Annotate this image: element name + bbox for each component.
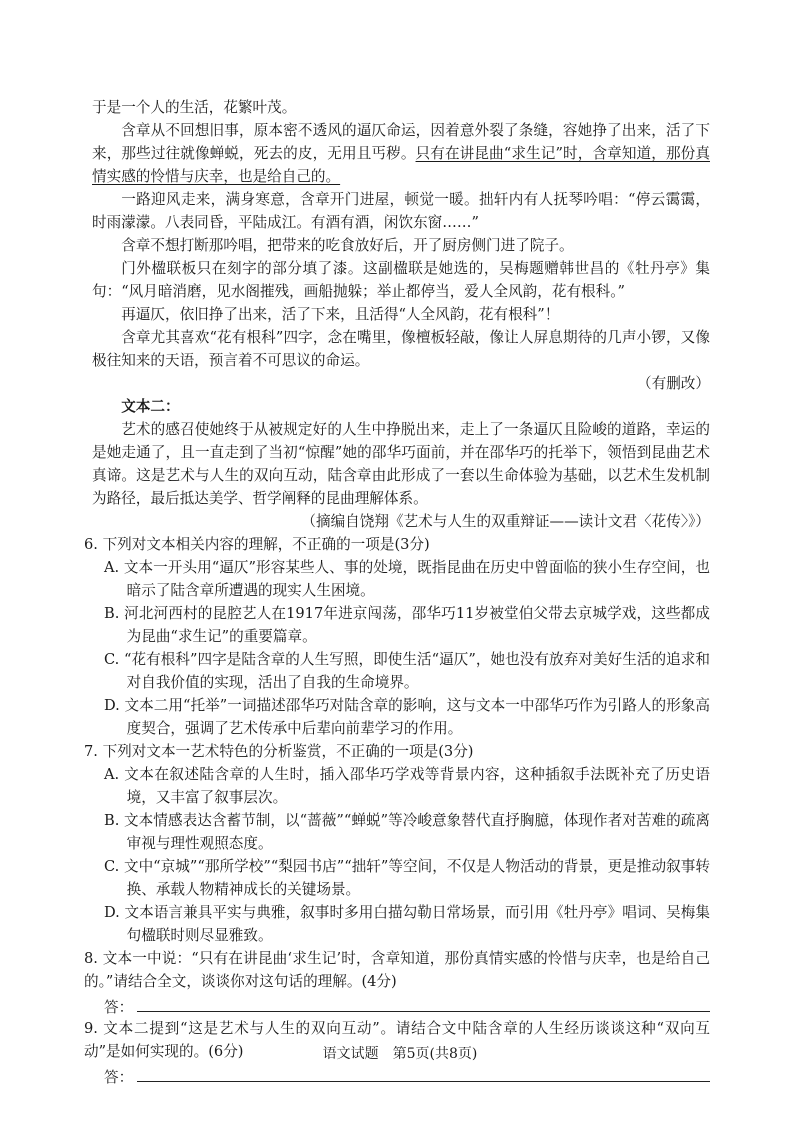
option-a: A. 文本在叙述陆含章的人生时，插入邵华巧学戏等背景内容，这种插叙手法既补充了历史语境，又丰富了叙事层次。 [104, 766, 710, 806]
question-stem: 7. 下列对文本一艺术特色的分析鉴赏，不正确的一项是(3分) [84, 743, 474, 760]
answer-area[interactable] [104, 993, 710, 1017]
question-stem: 8. 文本一中说：“只有在讲昆曲‘求生记’时，含章知道，那份真情实感的怜惜与庆幸，也是给自己的。”请结合全文，谈谈你对这句话的理解。(4分) [84, 950, 710, 990]
option-d: D. 文本二用“托举”一词描述邵华巧对陆含章的影响，这与文本一中邵华巧作为引路人的形象高度契合，强调了艺术传承中后辈向前辈学习的作用。 [104, 697, 710, 737]
paragraph: 艺术的感召使她终于从被规定好的人生中挣脱出来，走上了一条逼仄且险峻的道路，幸运的是她走通了，且一直走到了当初“惊醒”她的邵华巧面前，并在邵华巧的托举下，领悟到昆曲艺术真谛。这是艺术与人生的双向互动，陆含章由此形成了一套以生命体验为基础，以艺术生发机制为路径，最后抵达美学、哲学阐释的昆曲理解体系。 [92, 421, 710, 507]
text-one [92, 96, 710, 395]
question-stem: 9. 文本二提到“这是艺术与人生的双向互动”。请结合文中陆含章的人生经历谈谈这种“双向互动”是如何实现的。(6分) [84, 1020, 710, 1060]
page-content [84, 96, 710, 1087]
paragraph: 再逼仄，依旧挣了出来，活了下来，且活得“人全风韵，花有根科”！ [121, 306, 560, 323]
option-c: C. “花有根科”四字是陆含章的人生写照，即使生活“逼仄”，她也没有放弃对美好生活的追求和对自我价值的实现，活出了自我的生命境界。 [104, 651, 710, 691]
answer-label: 答： [104, 999, 134, 1016]
paragraph: 含章不想打断那吟唱，把带来的吃食放好后，开了厨房侧门进了院子。 [121, 237, 574, 254]
option-a: A. 文本一开头用“逼仄”形容某些人、事的处境，既指昆曲在历史中曾面临的狭小生存空间，也暗示了陆含章所遭遇的现实人生困境。 [104, 559, 710, 599]
option-c: C. 文中“京城”“那所学校”“梨园书店”“拙轩”等空间，不仅是人物活动的背景，更是推动叙事转换、承载人物精神成长的关键场景。 [104, 858, 710, 898]
paragraph: 一路迎风走来，满身寒意，含章开门进屋，顿觉一暖。拙轩内有人抚琴吟唱：“停云霭霭，时雨濛濛。八表同昏，平陆成江。有酒有酒，闲饮东窗……” [92, 191, 710, 231]
page-footer: 语文试题 第5页(共8页) [322, 1046, 478, 1062]
text-two [92, 395, 710, 533]
paragraph [92, 119, 710, 188]
section-heading: 文本二： [121, 398, 180, 415]
option-b: B. 文本情感表达含蓄节制，以“蔷薇”“蝉蜕”等冷峻意象替代直抒胸臆，体现作者对苦难的疏离审视与理性观照态度。 [104, 812, 710, 852]
paragraph: 含章尤其喜欢“花有根科”四字，念在嘴里，像檀板轻敲，像让人屏息期待的几声小锣，又像极往知来的天语，预言着不可思议的命运。 [92, 329, 710, 369]
question-stem: 6. 下列对文本相关内容的理解，不正确的一项是(3分) [84, 536, 430, 553]
paragraph-text: 含章从不回想旧事，原本密不透风的逼仄命运，因着意外裂了条缝，容她挣了出来，活了下来，那些过往就像蝉蜕，死去的皮，无用且丐秽。 [92, 122, 710, 162]
paragraph: 门外楹联板只在刻字的部分填了漆。这副楹联是她选的，吴梅题赠韩世昌的《牡丹亭》集句：“风月暗消磨，见水阁摧残，画船抛躲；举止都停当，爱人全风韵，花有根科。” [92, 260, 710, 300]
edit-note: （有删改） [637, 375, 710, 392]
answer-label: 答： [104, 1069, 134, 1086]
answer-line [137, 1011, 710, 1012]
answer-line [137, 1081, 710, 1082]
question-8 [84, 947, 710, 1017]
source-citation: （摘编自饶翔《艺术与人生的双重辩证——读计文君〈花传〉》） [301, 513, 710, 530]
question-6 [84, 533, 710, 740]
option-b: B. 河北河西村的昆腔艺人在1917年进京闯荡，邵华巧11岁被堂伯父带去京城学戏，这些都成为昆曲“求生记”的重要篇章。 [104, 605, 710, 645]
question-7 [84, 740, 710, 947]
option-d: D. 文本语言兼具平实与典雅，叙事时多用白描勾勒日常场景，而引用《牡丹亭》唱词、吴梅集句楹联时则尽显雅致。 [104, 904, 710, 944]
paragraph: 于是一个人的生活，花繁叶茂。 [92, 99, 297, 116]
answer-area[interactable] [104, 1063, 710, 1087]
underlined-sentence: 只有在讲昆曲“求生记”时，含章知道，那份真情实感的怜惜与庆幸，也是给自己的。 [92, 145, 710, 185]
